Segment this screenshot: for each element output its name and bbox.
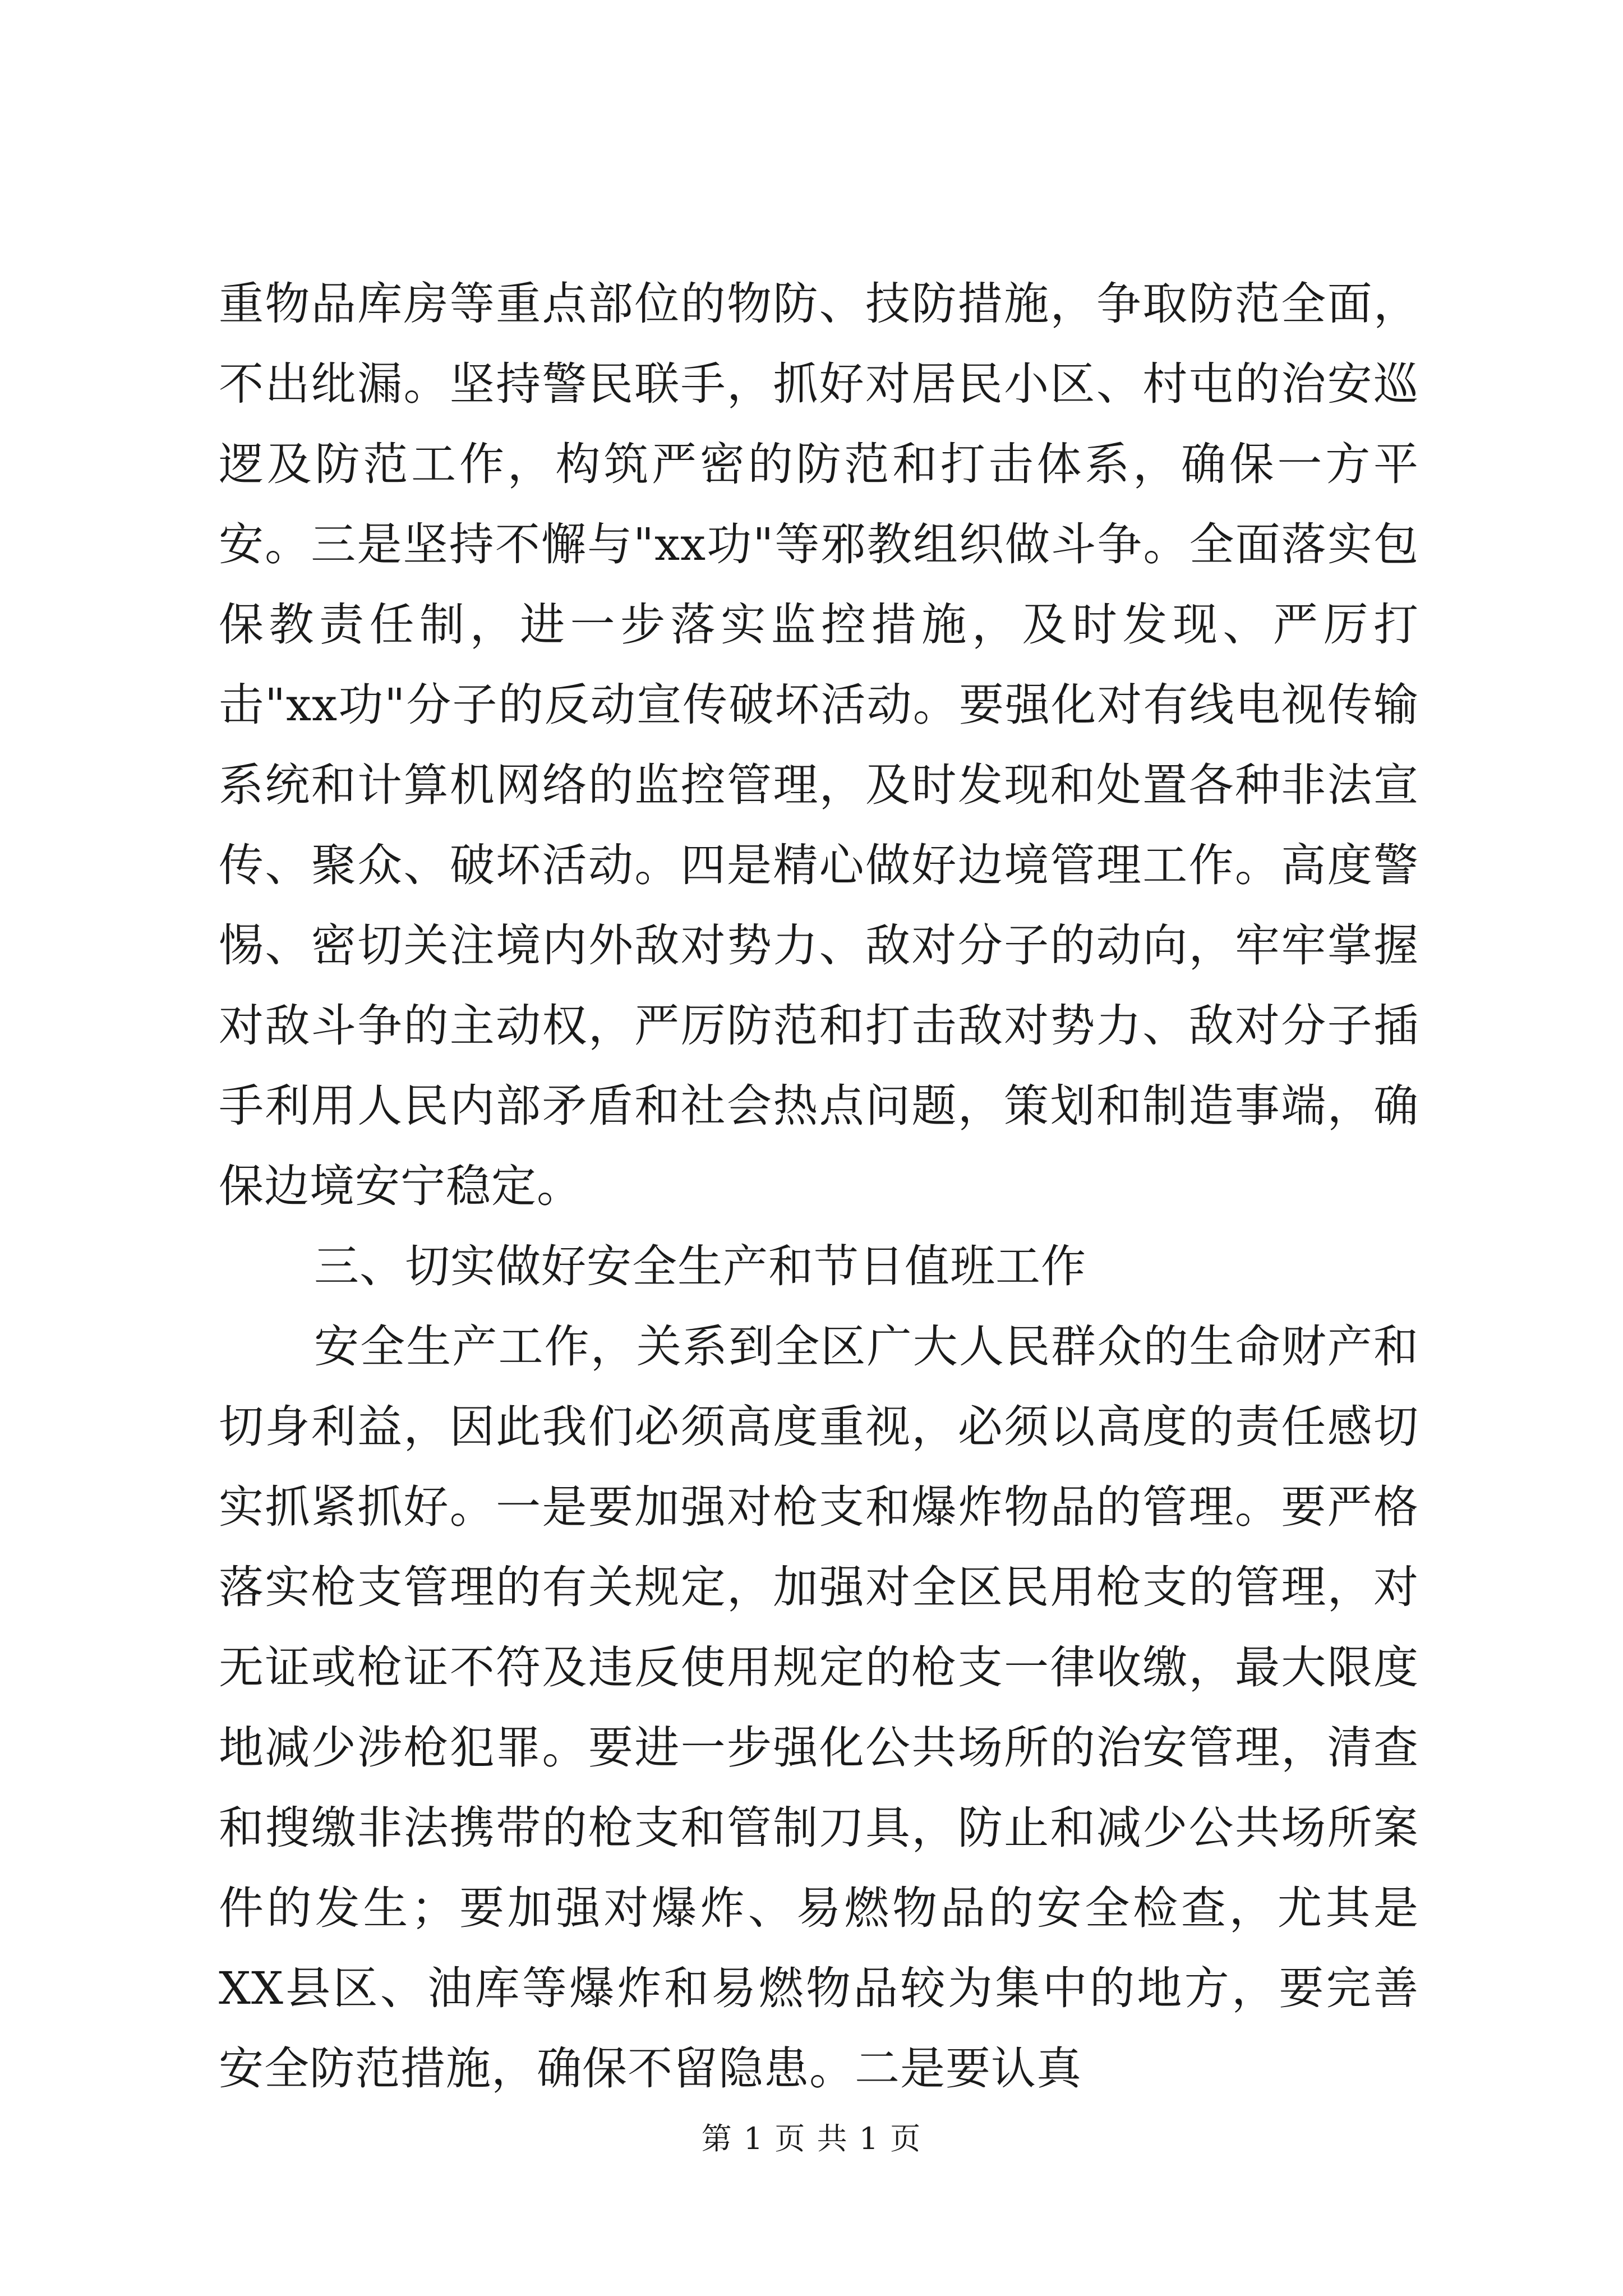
body-paragraph: 重物品库房等重点部位的物防、技防措施，争取防范全面，不出纰漏。坚持警民联手，抓好对居民小区、村屯的治安巡逻及防范工作，构筑严密的防范和打击体系，确保一方平安。三是坚持不懈与"xx功"等邪教组织做斗争。全面落实包保教责任制，进一步落实监控措施，及时发现、严厉打击"xx功"分子的反动宣传破坏活动。要强化对有线电视传输系统和计算机网络的监控管理，及时发现和处置各种非法宣传、聚众、破坏活动。四是精心做好边境管理工作。高度警惕、密切关注境内外敌对势力、敌对分子的动向，牢牢掌握对敌斗争的主动权，严厉防范和打击敌对势力、敌对分子插手利用人民内部矛盾和社会热点问题，策划和制造事端，确保边境安宁稳定。 [219, 278, 1419, 1212]
section-heading: 三、切实做好安全生产和节日值班工作 [314, 1240, 1086, 1292]
document-body [219, 264, 1419, 2109]
page-footer: 第 1 页 共 1 页 [701, 2121, 922, 2156]
body-paragraph: 安全生产工作，关系到全区广大人民群众的生命财产和切身利益，因此我们必须高度重视，必须以高度的责任感切实抓紧抓好。一是要加强对枪支和爆炸物品的管理。要严格落实枪支管理的有关规定，加强对全区民用枪支的管理，对无证或枪证不符及违反使用规定的枪支一律收缴，最大限度地减少涉枪犯罪。要进一步强化公共场所的治安管理，清查和搜缴非法携带的枪支和管制刀具，防止和减少公共场所案件的发生；要加强对爆炸、易燃物品的安全检查，尤其是XX县区、油库等爆炸和易燃物品较为集中的地方，要完善安全防范措施，确保不留隐患。二是要认真 [219, 1320, 1419, 2095]
